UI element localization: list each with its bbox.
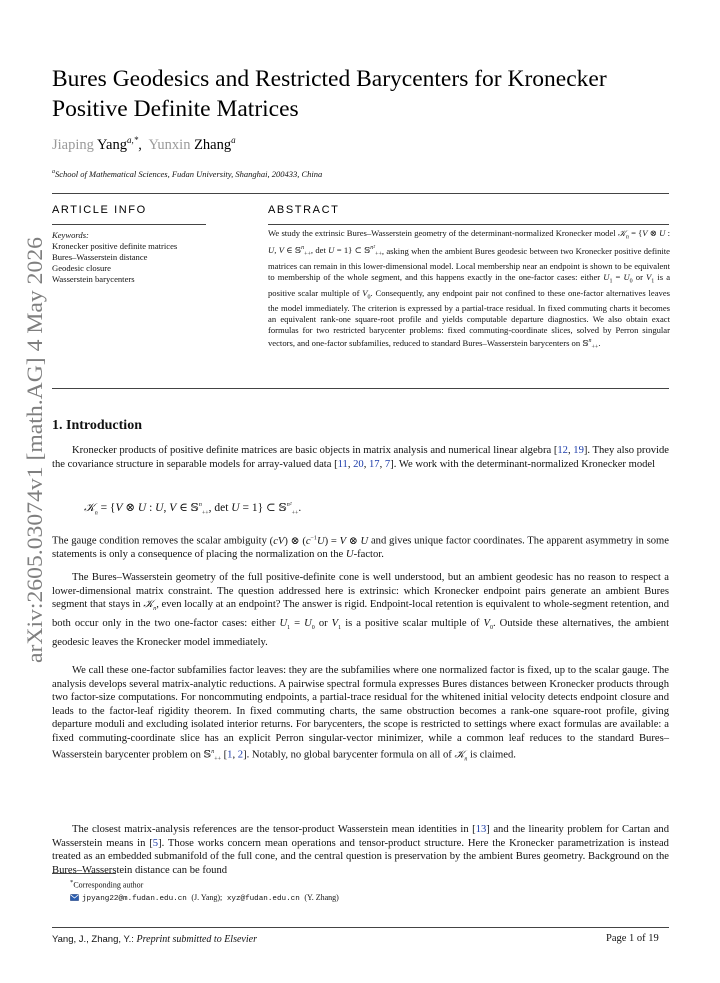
abstract-text: is a positive scalar multiple of	[268, 272, 671, 298]
math-v1: $V_1$	[646, 272, 655, 285]
paragraph-text: ]. We work with the determinant-normalized Kronecker model	[390, 458, 656, 470]
footnote-marker: *	[70, 879, 74, 886]
keywords-label: Keywords:	[52, 230, 89, 240]
keyword: Bures–Wasserstein distance	[52, 251, 148, 262]
footer-authors: Yang, J., Zhang, Y.:	[52, 934, 134, 945]
footnote-divider	[52, 873, 116, 874]
paragraph-text: is a positive scalar multiple of	[345, 617, 480, 629]
paragraph-text: We call these one-factor subfamilies factor leaves: they are the subfamilies where one normalized factor is fixed, up to the scalar gauge. The analysis develops several matrix-analytic reductions. A pairwise spectral formula expresses Bures distances between Kronecker products through two factor-size computations. For noncommuting endpoints, a partial-trace residual for the whitened initial velocity detects endpoint closure and leads to the factor-leaf rigidity theorem. In fixed commuting charts, the same obstruction becomes a rank-one square-root profile, giving departure moduli and excluding isolated interior returns. For barycenters, the scope is restricted to settings where exact formulas are available: a fixed commuting-coordinate slice has an explicit Perron singular-vector minimizer, while a common leaf reduces to the standard Bures–Wasserstein barycenter problem on	[52, 665, 669, 761]
citation-link[interactable]: 20	[353, 458, 364, 470]
corresponding-author-note	[70, 877, 339, 892]
author-1-affiliation-marker: a,*	[126, 135, 139, 145]
math-v0: $V_0$	[362, 287, 371, 301]
math-u1-eq-u0: $U_1 = U_0$	[603, 272, 633, 285]
footer-publication: Preprint submitted to Elsevier	[136, 934, 257, 945]
citation-link[interactable]: 11	[337, 458, 348, 470]
arxiv-identifier-stamp	[15, 237, 49, 665]
math-gauge: (cV) ⊗ $(c^{-1}U) = V$ ⊗ U	[269, 535, 369, 547]
paragraph-text: is claimed.	[470, 749, 516, 761]
author-1-last-name: Yang	[96, 136, 127, 153]
citation-link[interactable]: 7	[384, 458, 391, 470]
abstract-heading: ABSTRACT	[268, 204, 340, 216]
intro-paragraph-2: The gauge condition removes the scalar ambiguity (cV) ⊗ $(c^{-1}U) = V$ ⊗ U and gives unique factor coordinates. The apparent asymmetry in some statements is only a consequence of placing the normalization on the U-factor.	[52, 535, 669, 561]
author-2-first-name: Yunxin	[148, 136, 191, 153]
article-info-divider	[52, 224, 206, 225]
citation-link[interactable]: 19	[573, 445, 584, 456]
author-2-email[interactable]: xyz@fudan.edu.cn	[226, 894, 300, 903]
citation-link[interactable]: 12	[557, 445, 568, 456]
affiliation-text: School of Mathematical Sciences, Fudan University, Shanghai, 200433, China	[55, 169, 323, 179]
footer-divider	[52, 927, 669, 928]
header-divider	[52, 193, 669, 194]
abstract-text: . Consequently, any endpoint pair not confined to these one-factor alternatives leaves the model immediately. The criterion is expressed by a partial-trace residual. In fixed commuting charts it becomes an equivalent rank-one square-root profile and yields computable departure diagnostics. We also obtain exact formulas for two restricted barycenter problems: fixed commuting-coordinate slices, solved by Perron singular vectors, and one-factor subfamilies, reduced to standard Bures–Wasserstein barycenters on	[268, 287, 670, 348]
citation-link[interactable]: 13	[475, 824, 487, 835]
abstract-text: , asking when the ambient Bures geodesic between two Kronecker positive definite matrices can remain in this lower-dimensional model. Local membership near an endpoint is shown to be equivalent to membership of the whole segment, and this happens exactly in the one-factor cases: either	[268, 245, 670, 283]
citation-link[interactable]: 5	[152, 837, 159, 849]
abstract-bottom-divider	[52, 388, 669, 389]
paragraph-text: ]. Those works concern mean operations and tensor-product structure. Here the Kronecker parametrization is instead treated as an embedded submanifold of the full cone, and the central question is preservation by the ambient Bures geometry. Background on the Bures–Wasserstein distance can be found	[52, 837, 669, 876]
intro-paragraph-1: Kronecker products of positive definite matrices are basic objects in matrix analysis and numerical linear algebra [12, 19]. They also provide the covariance structure in separable models for array-valued data [11, 20, 17, 7]. We work with the determinant-normalized Kronecker model	[52, 445, 669, 470]
abstract-text: or	[635, 272, 643, 283]
paragraph-text: ]. Notably, no global barycenter formula on all of	[243, 749, 452, 761]
paragraph-text: The gauge condition removes the scalar ambiguity	[52, 535, 267, 547]
paragraph-text: or	[318, 617, 328, 629]
paragraph-text: ]. They also provide the covariance structure in separable models for array-valued data [	[52, 445, 669, 470]
author-2-last-name: Zhang	[194, 136, 232, 153]
footnote	[70, 877, 339, 905]
paragraph-text: and gives unique factor coordinates. The apparent asymmetry in some statements is only a consequence of placing the normalization on the	[52, 535, 669, 561]
citation-link[interactable]: 1	[227, 749, 233, 761]
paragraph-text: . Outside these alternatives, the ambient geodesic leaves the Kronecker model immediately.	[52, 617, 670, 648]
author-2-affiliation-marker: a	[231, 135, 236, 145]
math-kronecker-model: 𝒦$_n$ = {V ⊗ U : U, V ∈ 𝕊$^n_{++}$, det U = 1} ⊂ 𝕊$^{n^2}_{++}$	[268, 228, 670, 259]
author-list: Jiaping Yang$^{a,*}$, Yunxin Zhang$^a$	[52, 135, 236, 153]
paragraph-text: ] and the linearity problem for Cartan and Wasserstein means in [	[52, 824, 670, 849]
intro-paragraph-3: The Bures–Wasserstein geometry of the full positive-definite cone is well understood, but an ambient geodesic has no reason to respect a lower-dimensional matrix constraint. The question addressed here is extrinsic: which Kronecker endpoint pairs generate an ambient Bures segment that stays in 𝒦$_n$, even locally at an endpoint? The answer is rigid. Endpoint-local retention is equivalent to whole-segment retention, and both occur only in the two one-factor cases: either $U_1 = U_0$ or $V_1$ is a positive scalar multiple of $V_0$. Outside these alternatives, the ambient geodesic leaves the Kronecker model immediately.	[52, 572, 670, 648]
abstract-divider	[268, 224, 669, 225]
abstract-text: We study the extrinsic Bures–Wasserstein geometry of the determinant-normalized Kronecker model	[268, 228, 616, 238]
author-1-email[interactable]: jpyang22@m.fudan.edu.cn	[82, 894, 187, 903]
paragraph-text: , even locally at an endpoint? The answer is rigid. Endpoint-local retention is equivalent to whole-segment retention, and both occur only in the two one-factor cases: either	[52, 599, 669, 629]
article-info-heading: ARTICLE INFO	[52, 204, 147, 216]
paragraph-text: The closest matrix-analysis references are the tensor-product Wasserstein mean identities in [	[72, 824, 476, 835]
footnote-label: Corresponding author	[73, 880, 144, 890]
intro-paragraph-4: We call these one-factor subfamilies factor leaves: they are the subfamilies where one normalized factor is fixed, up to the scalar gauge. The analysis develops several matrix-analytic reductions. A pairwise spectral formula expresses Bures distances between Kronecker products through two factor-size computations. For noncommuting endpoints, a partial-trace residual for the whitened initial velocity detects endpoint closure and leads to the factor-leaf rigidity theorem. In fixed commuting charts, the same obstruction becomes a rank-one square-root profile, giving departure moduli and excluding isolated interior returns. For barycenters, the scope is restricted to settings where exact formulas are available: a fixed commuting-coordinate slice has an explicit Perron singular-vector minimizer, while a common leaf reduces to the standard Bures–Wasserstein barycenter problem on 𝕊$^n_{++}$ [1, 2]. Notably, no global barycenter formula on all of 𝒦$_n$ is claimed.	[52, 665, 669, 763]
author-1-email-owner: (J. Yang);	[191, 892, 223, 902]
email-line	[70, 892, 339, 905]
display-equation-kronecker-model: 𝒦$_n$ = {V ⊗ U : U, V ∈ 𝕊$^n_{++}$, det U = 1} ⊂ 𝕊$^{n^2}_{++}$.	[84, 500, 302, 517]
abstract-body: We study the extrinsic Bures–Wasserstein geometry of the determinant-normalized Kronecker model 𝒦$_n$ = {V ⊗ U : U, V ∈ 𝕊$^n_{++}$, det U = 1} ⊂ 𝕊$^{n^2}_{++}$, asking when the ambient Bures geodesic between two Kronecker positive definite matrices can remain in this lower-dimensional model. Local membership near an endpoint is shown to be equivalent to membership of the whole segment, and this happens exactly in the one-factor cases: either $U_1 = U_0$ or $V_1$ is a positive scalar multiple of $V_0$. Consequently, any endpoint pair not confined to these one-factor alternatives leaves the model immediately. The criterion is expressed by a partial-trace residual. In fixed commuting charts it becomes an equivalent rank-one square-root profile and yields computable departure diagnostics. We also obtain exact formulas for two restricted barycenter problems: fixed commuting-coordinate slices, solved by Perron singular vectors, and one-factor subfamilies, reduced to standard Bures–Wasserstein barycenters on 𝕊$^n_{++}$.	[268, 228, 671, 351]
keywords-block	[52, 230, 212, 285]
author-2-email-owner: (Y. Zhang)	[304, 892, 339, 902]
footer-citation	[52, 934, 257, 945]
keyword: Kronecker positive definite matrices	[52, 240, 178, 251]
keyword: Geodesic closure	[52, 262, 111, 273]
section-heading-introduction: 1. Introduction	[52, 418, 142, 433]
keyword: Wasserstein barycenters	[52, 273, 135, 284]
arxiv-stamp-text: arXiv:2605.03074v1 [math.AG] 4 May 2026	[22, 258, 47, 663]
citation-link[interactable]: 17	[369, 458, 380, 470]
paragraph-text: Kronecker products of positive definite matrices are basic objects in matrix analysis and numerical linear algebra [	[72, 445, 558, 456]
page-number: Page 1 of 19	[606, 933, 659, 944]
paper-title: Bures Geodesics and Restricted Barycenters for Kronecker Positive Definite Matrices	[52, 66, 607, 122]
intro-paragraph-5	[52, 823, 669, 877]
envelope-icon	[70, 894, 79, 901]
paragraph-text: The Bures–Wasserstein geometry of the full positive-definite cone is well understood, but an ambient geodesic has no reason to respect a lower-dimensional matrix constraint. The question addressed here is extrinsic: which Kronecker endpoint pairs generate an ambient Bures segment that stays in	[52, 572, 669, 611]
affiliation	[52, 169, 322, 179]
author-1-first-name: Jiaping	[52, 136, 94, 153]
math-spd-cone: 𝕊$^n_{++}$	[582, 337, 599, 351]
affiliation-marker: a	[52, 169, 55, 176]
citation-link[interactable]: 2	[237, 749, 244, 761]
paragraph-text: -factor.	[353, 549, 384, 561]
